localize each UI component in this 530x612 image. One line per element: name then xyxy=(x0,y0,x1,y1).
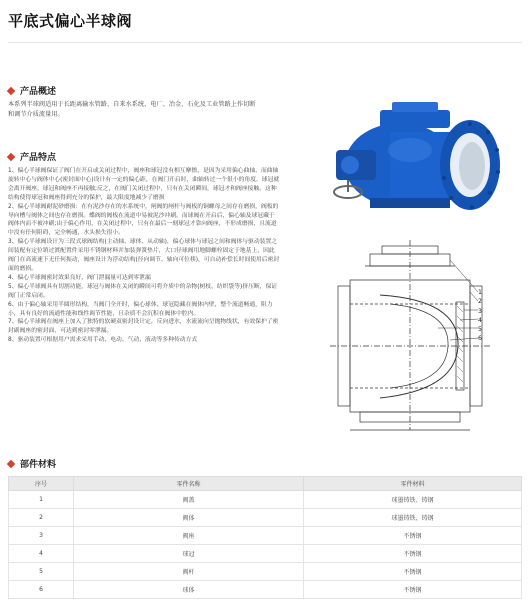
callout-number: 4 xyxy=(478,316,482,324)
table-row xyxy=(9,491,522,509)
table-cell: 不锈钢 xyxy=(304,563,522,581)
feature-item: 1、偏心半球阀保证了阀门在开启或关闭过程中，阀座和球冠没有相互摩擦，是因为采用偏心曲轴、而曲轴旋转中心与阀体中心(密封面中心)设计有一定的偏心距，在阀门开启时，曲轴转过一个很小的角度，球冠就会离开阀座，球冠和阀座不再接触;反之，在阀门关闭过程中，只有在关闭瞬间，球冠才和阀座接触。这种结构使得球冠和阀座得到充分的保护，最大限度地减少了磨损 xyxy=(8,168,280,201)
feature-item: 7、偏心半球阀在阀座上加入了独特的软硬双密封设计定，反向进水，水流流向呈抛物线状，有效保护了密封副阀座的密封面，可达到密封零泄漏。 xyxy=(8,319,279,335)
feature-item: 2、偏心半球阀耐泥砂磨损：在有泥沙存在的水系统中，闸阀的闸杆与阀板的铜螺母之间存在磨损，阀板的导向槽与阀体之间也存在磨损。蝶阀的阀板在流道中易被泥沙冲刷。而球阀在开启后，偏心轴及球冠藏于阀体内而不被冲刷;由于偏心作用，在关闭过程中，只有在最后一刻球冠才靠向阀座，不形成磨损，且流道中没有任何阻碍，完全畅通，水头损失很小。 xyxy=(8,203,279,237)
valve-cross-section-drawing xyxy=(320,240,520,450)
title-divider xyxy=(8,42,522,43)
table-cell: 不锈钢 xyxy=(304,527,522,545)
table-cell: 球墨铸铁、铸钢 xyxy=(304,491,522,509)
drawing-callouts xyxy=(478,288,498,344)
table-cell: 阀盖 xyxy=(74,491,304,509)
table-cell: 球墨铸铁、铸钢 xyxy=(304,509,522,527)
feature-item: 6、由于偏心轴采用半圆形结构，当阀门全开时，偏心球体、球冠隐藏在阀体内壁，整个流道畅通，阻力小，具有良好的流通性能和线性调节性能，且杂质不会沉积在阀体中腔内。 xyxy=(8,301,273,317)
table-cell: 阀体 xyxy=(74,509,304,527)
table-header-row xyxy=(9,477,522,491)
features-heading-label: 产品特点 xyxy=(20,153,57,163)
feature-item: 3、偏心半球阀设计为三段式球阀结构(主动轴、球体、从动轴)，偏心球体与球冠之间和阀体与驱动装置之间装配有定位销过渡配置件采用不锈钢材料并加装弹簧垫片，大口径球阀用地脚螺栓固定于地基上，因此阀门在高流速下无任何振动，阀座设计为浮动结构(径向调节、轴向可位移)，可自动补偿长时间使用后密封面的磨损。 xyxy=(8,239,280,272)
overview-text: 本系列半球阀适用于长距离输水管路、自来水系统、电厂、冶金、石化及工业管路上作切断和调节介质流量用。 xyxy=(8,101,256,118)
valve-product-photo xyxy=(330,80,520,230)
callout-number: 1 xyxy=(478,289,482,296)
callout-number: 6 xyxy=(478,335,482,343)
feature-item: 5、偏心半球阀具有切割功能，球冠与阀体在关闭的瞬间可将介质中的杂物(树枝、纺织袋等)挤压断，保证阀门正常启闭。 xyxy=(8,283,278,299)
table-cell: 不锈钢 xyxy=(304,581,522,599)
table-cell: 阀杆 xyxy=(74,563,304,581)
table-row xyxy=(9,509,522,527)
features-heading xyxy=(8,150,56,163)
column-header: 零件名称 xyxy=(74,477,304,491)
callout-number: 3 xyxy=(478,307,482,315)
table-cell: 3 xyxy=(9,527,74,545)
overview-heading-label: 产品概述 xyxy=(20,87,57,97)
column-header: 序号 xyxy=(9,477,74,491)
callout-number: 2 xyxy=(478,298,482,306)
table-cell: 不锈钢 xyxy=(304,545,522,563)
table-cell: 球体 xyxy=(74,581,304,599)
column-header: 零件材料 xyxy=(304,477,522,491)
table-cell: 球冠 xyxy=(74,545,304,563)
diamond-bullet-icon xyxy=(7,86,15,94)
table-cell: 5 xyxy=(9,563,74,581)
table-row xyxy=(9,581,522,599)
table-cell: 阀座 xyxy=(74,527,304,545)
table-row xyxy=(9,545,522,563)
features-list xyxy=(8,167,280,345)
materials-table xyxy=(8,476,522,599)
table-row xyxy=(9,527,522,545)
materials-heading-label: 部件材料 xyxy=(20,460,57,470)
table-cell: 4 xyxy=(9,545,74,563)
feature-item: 8、驱动装置可根据用户需求采用手动、电动、气动、液动等多种传动方式 xyxy=(8,337,198,344)
table-cell: 1 xyxy=(9,491,74,509)
diamond-bullet-icon xyxy=(7,152,15,160)
materials-heading xyxy=(8,457,56,470)
feature-item: 4、偏心半球阀密封效果良好，阀门泄漏量可达到零泄漏 xyxy=(8,274,151,281)
table-cell: 6 xyxy=(9,581,74,599)
table-row xyxy=(9,563,522,581)
callout-number: 5 xyxy=(478,326,482,334)
page-title: 平底式偏心半球阀 xyxy=(8,12,133,30)
overview-heading xyxy=(8,84,56,97)
table-cell: 2 xyxy=(9,509,74,527)
diamond-bullet-icon xyxy=(7,459,15,467)
